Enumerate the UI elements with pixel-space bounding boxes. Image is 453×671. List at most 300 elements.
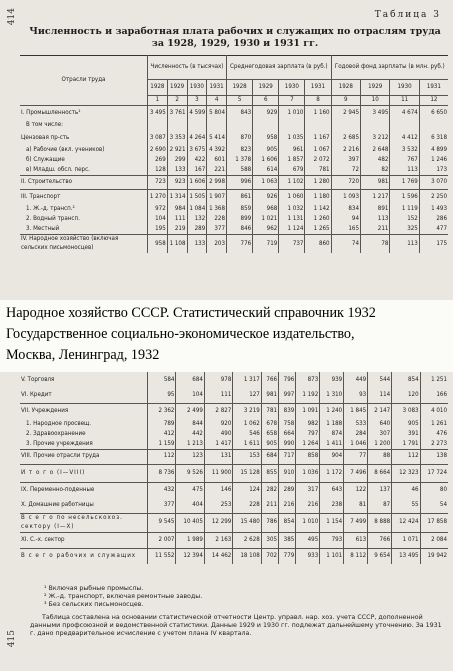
table-cell: 861 <box>227 190 253 204</box>
row-label: 1. Народное просвещ. <box>26 419 92 427</box>
table-cell: 1 264 <box>296 439 320 449</box>
table-cell: 1 606 <box>253 156 279 166</box>
table-cell: 1 200 <box>368 439 392 449</box>
table-cell: 926 <box>253 190 279 204</box>
table-row <box>20 532 448 548</box>
table-cell: 858 <box>296 449 320 464</box>
header-column-number: 6 <box>253 96 279 106</box>
table-cell: 1 907 <box>207 190 227 204</box>
table-cell: 873 <box>296 372 320 388</box>
table-cell: 664 <box>279 429 296 439</box>
row-label: а) Рабочие (вкл. учеников) <box>26 145 105 153</box>
table-cell: 834 <box>331 204 360 215</box>
table-cell: 1 131 <box>279 215 305 225</box>
table-cell: 933 <box>296 548 320 564</box>
table-cell: 269 <box>148 156 168 166</box>
table-cell: 17 858 <box>420 513 448 532</box>
table-cell: 1 124 <box>279 225 305 235</box>
table-cell: 477 <box>419 225 448 235</box>
table-bottom <box>20 372 448 564</box>
table-cell: 1 611 <box>233 439 261 449</box>
table-title-line1: Численность и заработная плата рабочих и служащих по отраслям труда <box>29 26 441 37</box>
table-cell: 228 <box>207 215 227 225</box>
row-label: 2. Здравоохранение <box>26 429 86 437</box>
table-cell: 9 545 <box>148 513 176 532</box>
table-cell: 1 265 <box>305 225 331 235</box>
table-cell: 1 167 <box>305 132 331 145</box>
table-cell: 77 <box>344 449 368 464</box>
table-cell: 981 <box>361 176 390 190</box>
table-cell: 968 <box>253 204 279 215</box>
table-cell: 1 260 <box>305 215 331 225</box>
table-cell: 289 <box>279 482 296 497</box>
table-cell: 958 <box>253 132 279 145</box>
table-cell: 10 405 <box>176 513 204 532</box>
table-cell: 2 007 <box>148 532 176 548</box>
table-cell: 9 654 <box>368 548 392 564</box>
table-cell: 854 <box>279 513 296 532</box>
table-cell: 766 <box>368 532 392 548</box>
header-year: 1928 <box>331 80 360 96</box>
table-row <box>20 403 448 419</box>
table-cell: 146 <box>204 482 232 497</box>
table-cell: 2 072 <box>305 156 331 166</box>
table-cell: 719 <box>253 235 279 253</box>
table-cell <box>305 120 331 132</box>
table-cell: 1 417 <box>204 439 232 449</box>
table-cell: 962 <box>253 225 279 235</box>
table-cell: 211 <box>261 497 278 513</box>
table-cell: 476 <box>420 429 448 439</box>
table-cell: 3 087 <box>148 132 168 145</box>
table-cell: 793 <box>320 532 344 548</box>
row-label: VI. Кредит <box>21 391 52 398</box>
table-cell: 1 060 <box>279 190 305 204</box>
header-year: 1928 <box>227 80 253 96</box>
table-cell: 891 <box>361 204 390 215</box>
table-cell: 2 628 <box>233 532 261 548</box>
table-cell: 997 <box>279 388 296 403</box>
table-cell: 3 083 <box>392 403 420 419</box>
table-cell: 1 791 <box>392 439 420 449</box>
header-year: 1928 <box>148 80 168 96</box>
table-cell: 305 <box>261 532 278 548</box>
table-cell: 122 <box>344 482 368 497</box>
header-column-number: 4 <box>207 96 227 106</box>
row-label: б) Служащие <box>26 156 65 164</box>
table-cell: 1 159 <box>148 439 176 449</box>
table-cell: 228 <box>233 497 261 513</box>
table-cell: 1 596 <box>390 190 419 204</box>
table-cell: 54 <box>420 497 448 513</box>
table-cell <box>390 120 419 132</box>
table-cell: 905 <box>253 145 279 156</box>
table-cell: 114 <box>368 388 392 403</box>
table-row <box>20 449 448 464</box>
citation-line2: Государственное социально-экономическое издательство, <box>6 326 355 342</box>
row-label: В с е г о рабочих и служащих <box>20 548 148 564</box>
row-label: 1. Ж.-д. трансп.² <box>26 204 75 212</box>
table-cell: 404 <box>176 497 204 513</box>
table-cell: 905 <box>261 439 278 449</box>
table-cell: 1 261 <box>420 419 448 429</box>
table-cell: 1 102 <box>279 176 305 190</box>
table-cell <box>227 120 253 132</box>
table-cell: 855 <box>261 464 278 482</box>
table-cell: 1 317 <box>233 372 261 388</box>
table-cell: 15 480 <box>233 513 261 532</box>
table-cell: 972 <box>148 204 168 215</box>
table-cell: 643 <box>320 482 344 497</box>
table-row <box>20 176 448 190</box>
table-row <box>20 166 448 176</box>
table-cell: 640 <box>368 419 392 429</box>
header-year: 1930 <box>390 80 419 96</box>
table-cell: 1 046 <box>344 439 368 449</box>
header-year: 1929 <box>253 80 279 96</box>
table-cell: 4 392 <box>207 145 227 156</box>
footnote: ² Ж.-д. транспорт, включая ремонтные заводы. <box>44 593 203 600</box>
page-number-top: 414 <box>7 8 17 26</box>
table-cell: 781 <box>305 166 331 176</box>
table-cell: 88 <box>368 449 392 464</box>
table-cell: 307 <box>368 429 392 439</box>
citation-line1: Народное хозяйство СССР. Статистический справочник 1932 <box>6 305 376 321</box>
table-cell <box>167 120 187 132</box>
table-cell: 55 <box>392 497 420 513</box>
table-cell: 132 <box>187 215 207 225</box>
table-cell: 781 <box>261 403 278 419</box>
table-cell: 797 <box>296 429 320 439</box>
table-cell: 93 <box>344 388 368 403</box>
table-cell: 990 <box>279 439 296 449</box>
table-cell: 870 <box>227 132 253 145</box>
table-cell: 2 648 <box>361 145 390 156</box>
table-cell: 9 526 <box>176 464 204 482</box>
header-column-number: 10 <box>361 96 390 106</box>
table-cell: 3 353 <box>167 132 187 145</box>
table-cell: 1 036 <box>296 464 320 482</box>
table-cell: 904 <box>320 449 344 464</box>
row-label: В том числе: <box>26 121 64 129</box>
table-cell: 544 <box>368 372 392 388</box>
table-title-line2: за 1928, 1929, 1930 и 1931 гг. <box>151 38 319 49</box>
table-cell: 104 <box>148 215 168 225</box>
table-cell: 786 <box>261 513 278 532</box>
table-cell: 1 154 <box>320 513 344 532</box>
header-column-number: 8 <box>305 96 331 106</box>
table-cell: 2 499 <box>176 403 204 419</box>
table-cell: 7 496 <box>344 464 368 482</box>
table-cell: 253 <box>204 497 232 513</box>
table-cell <box>361 120 390 132</box>
table-cell: 929 <box>253 106 279 120</box>
header-branch: Отрасли труда <box>20 56 148 106</box>
table-cell: 996 <box>227 176 253 190</box>
table-cell: 2 084 <box>420 532 448 548</box>
table-cell: 165 <box>331 225 360 235</box>
table-cell: 1 217 <box>361 190 390 204</box>
row-label: I. Промышленность¹ <box>20 106 148 120</box>
table-cell: 3 212 <box>361 132 390 145</box>
table-row <box>20 225 448 235</box>
table-cell: 1 378 <box>227 156 253 166</box>
header-group-fund: Годовой фонд зарплаты (в млн. руб.) <box>331 56 448 80</box>
table-cell: 2 685 <box>331 132 360 145</box>
table-cell: 325 <box>390 225 419 235</box>
row-label: В с е г о по несельскохоз. сектору (I—X) <box>20 513 148 532</box>
row-label: VII. Учреждения <box>20 403 148 419</box>
table-cell: 1 093 <box>331 190 360 204</box>
table-cell: 905 <box>392 419 420 429</box>
table-cell: 475 <box>176 482 204 497</box>
table-cell: 8 888 <box>368 513 392 532</box>
header-column-number: 9 <box>331 96 360 106</box>
table-cell: 166 <box>420 388 448 403</box>
table-cell: 533 <box>344 419 368 429</box>
header-year: 1930 <box>187 80 207 96</box>
table-cell: 87 <box>368 497 392 513</box>
table-cell: 1 091 <box>296 403 320 419</box>
table-cell: 8 664 <box>368 464 392 482</box>
table-row <box>20 106 448 120</box>
table-row <box>20 190 448 204</box>
table-row <box>20 439 448 449</box>
header-column-number: 3 <box>187 96 207 106</box>
table-cell: 1 035 <box>279 132 305 145</box>
table-cell: 3 495 <box>148 106 168 120</box>
table-cell: 8 112 <box>344 548 368 564</box>
header-group-wage: Среднегодовая зарплата (в руб.) <box>227 56 332 80</box>
table-cell: 432 <box>148 482 176 497</box>
table-cell: 238 <box>320 497 344 513</box>
table-cell: 2 250 <box>419 190 448 204</box>
table-cell: 13 495 <box>392 548 420 564</box>
table-cell: 15 128 <box>233 464 261 482</box>
footnote: ³ Без сельских письмоносцев. <box>44 601 144 608</box>
table-cell: 422 <box>187 156 207 166</box>
table-cell: 823 <box>227 145 253 156</box>
table-cell: 284 <box>344 429 368 439</box>
table-cell: 737 <box>279 235 305 253</box>
table-cell: 203 <box>207 235 227 253</box>
table-cell: 899 <box>227 215 253 225</box>
table-cell: 219 <box>167 225 187 235</box>
table-row <box>20 464 448 482</box>
table-cell: 211 <box>361 225 390 235</box>
table-cell: 1 180 <box>305 190 331 204</box>
table-cell: 2 216 <box>331 145 360 156</box>
table-cell: 982 <box>296 419 320 429</box>
table-cell: 723 <box>148 176 168 190</box>
table-cell: 684 <box>176 372 204 388</box>
table-cell: 449 <box>344 372 368 388</box>
table-cell: 173 <box>419 166 448 176</box>
table-cell: 5 804 <box>207 106 227 120</box>
table-cell: 95 <box>148 388 176 403</box>
table-cell: 2 163 <box>204 532 232 548</box>
table-cell: 1 067 <box>305 145 331 156</box>
header-year: 1929 <box>361 80 390 96</box>
table-cell: 1 857 <box>279 156 305 166</box>
header-column-number: 12 <box>419 96 448 106</box>
table-cell: 112 <box>148 449 176 464</box>
row-label: II. Строительство <box>20 176 148 190</box>
table-cell: 846 <box>227 225 253 235</box>
header-year: 1929 <box>167 80 187 96</box>
table-cell: 137 <box>368 482 392 497</box>
table-cell: 1 368 <box>207 204 227 215</box>
table-cell: 981 <box>261 388 278 403</box>
table-cell: 80 <box>420 482 448 497</box>
table-cell: 2 998 <box>207 176 227 190</box>
table-cell: 1 101 <box>320 548 344 564</box>
header-column-number: 2 <box>167 96 187 106</box>
table-cell: 1 251 <box>420 372 448 388</box>
table-cell: 138 <box>420 449 448 464</box>
table-cell: 1 314 <box>167 190 187 204</box>
table-cell: 195 <box>148 225 168 235</box>
table-row <box>20 235 448 253</box>
table-cell: 1 192 <box>296 388 320 403</box>
table-cell <box>419 120 448 132</box>
table-cell: 153 <box>233 449 261 464</box>
table-cell: 584 <box>148 372 176 388</box>
table-cell: 11 552 <box>148 548 176 564</box>
table-cell: 767 <box>390 156 419 166</box>
header-column-number: 7 <box>279 96 305 106</box>
table-cell: 1 172 <box>320 464 344 482</box>
table-cell: 958 <box>148 235 168 253</box>
table-cell: 4 599 <box>187 106 207 120</box>
table-cell: 859 <box>227 204 253 215</box>
table-cell: 131 <box>204 449 232 464</box>
table-cell: 286 <box>419 215 448 225</box>
header-column-number: 11 <box>390 96 419 106</box>
row-label: XI. С.-х. сектор <box>20 532 148 548</box>
table-cell: 81 <box>344 497 368 513</box>
table-cell: 720 <box>331 176 360 190</box>
table-cell: 127 <box>233 388 261 403</box>
table-cell: 2 827 <box>204 403 232 419</box>
table-cell: 1 062 <box>233 419 261 429</box>
header-group-count: Численность (в тысячах) <box>148 56 227 80</box>
table-cell: 3 675 <box>187 145 207 156</box>
table-cell: 779 <box>279 548 296 564</box>
table-cell: 839 <box>279 403 296 419</box>
table-cell: 1 606 <box>187 176 207 190</box>
table-cell: 2 690 <box>148 145 168 156</box>
table-cell: 874 <box>320 429 344 439</box>
row-label: V. Торговля <box>21 375 55 383</box>
table-cell: 1 240 <box>320 403 344 419</box>
table-cell: 1 845 <box>344 403 368 419</box>
table-cell: 1 010 <box>279 106 305 120</box>
table-cell: 3 070 <box>419 176 448 190</box>
header-year: 1931 <box>419 80 448 96</box>
table-row <box>20 204 448 215</box>
table-cell: 1 119 <box>390 204 419 215</box>
table-cell: 82 <box>361 166 390 176</box>
table-cell: 124 <box>233 482 261 497</box>
table-cell: 789 <box>148 419 176 429</box>
table-cell: 860 <box>305 235 331 253</box>
table-cell: 72 <box>331 166 360 176</box>
table-cell <box>207 120 227 132</box>
table-cell: 3 532 <box>390 145 419 156</box>
row-label: Цензовая пр-сть <box>21 133 70 141</box>
table-row <box>20 497 448 513</box>
page-number-bottom: 415 <box>7 630 17 648</box>
table-cell: 1 505 <box>187 190 207 204</box>
table-cell: 843 <box>227 106 253 120</box>
table-cell: 317 <box>296 482 320 497</box>
table-cell: 391 <box>392 429 420 439</box>
table-cell: 1 108 <box>167 235 187 253</box>
table-cell: 1 063 <box>253 176 279 190</box>
table-cell: 74 <box>331 235 360 253</box>
table-cell: 442 <box>176 429 204 439</box>
table-cell: 2 362 <box>148 403 176 419</box>
table-cell: 17 724 <box>420 464 448 482</box>
table-row <box>20 215 448 225</box>
table-cell: 6 650 <box>419 106 448 120</box>
table-cell: 167 <box>187 166 207 176</box>
table-cell: 4 412 <box>390 132 419 145</box>
table-cell: 19 942 <box>420 548 448 564</box>
table-cell: 678 <box>261 419 278 429</box>
table-cell: 94 <box>331 215 360 225</box>
header-column-number: 5 <box>227 96 253 106</box>
table-cell: 397 <box>331 156 360 166</box>
table-cell: 412 <box>148 429 176 439</box>
table-cell: 113 <box>390 235 419 253</box>
table-cell: 776 <box>227 235 253 253</box>
table-cell: 175 <box>419 235 448 253</box>
header-year: 1931 <box>305 80 331 96</box>
table-cell: 113 <box>390 166 419 176</box>
table-cell: 112 <box>392 449 420 464</box>
table-cell: 221 <box>207 166 227 176</box>
row-label: 3. Местный <box>26 225 60 232</box>
table-cell: 3 219 <box>233 403 261 419</box>
table-cell: 796 <box>279 372 296 388</box>
table-cell: 6 318 <box>419 132 448 145</box>
table-cell <box>187 120 207 132</box>
table-cell: 4 899 <box>419 145 448 156</box>
table-cell: 490 <box>204 429 232 439</box>
table-cell: 1 032 <box>279 204 305 215</box>
table-cell: 133 <box>187 235 207 253</box>
footnote: ¹ Включая рыбные промыслы. <box>44 585 144 592</box>
table-row <box>20 145 448 156</box>
table-cell: 1 071 <box>392 532 420 548</box>
table-row <box>20 482 448 497</box>
table-cell: 5 414 <box>207 132 227 145</box>
table-cell: 282 <box>261 482 278 497</box>
table-cell: 766 <box>261 372 278 388</box>
table-cell: 482 <box>361 156 390 166</box>
table-cell: 920 <box>204 419 232 429</box>
table-cell: 1 010 <box>296 513 320 532</box>
table-row <box>20 120 448 132</box>
table-cell: 978 <box>204 372 232 388</box>
table-cell: 104 <box>176 388 204 403</box>
table-cell: 11 900 <box>204 464 232 482</box>
table-cell: 216 <box>296 497 320 513</box>
table-cell: 1 246 <box>419 156 448 166</box>
table-cell: 1 188 <box>320 419 344 429</box>
